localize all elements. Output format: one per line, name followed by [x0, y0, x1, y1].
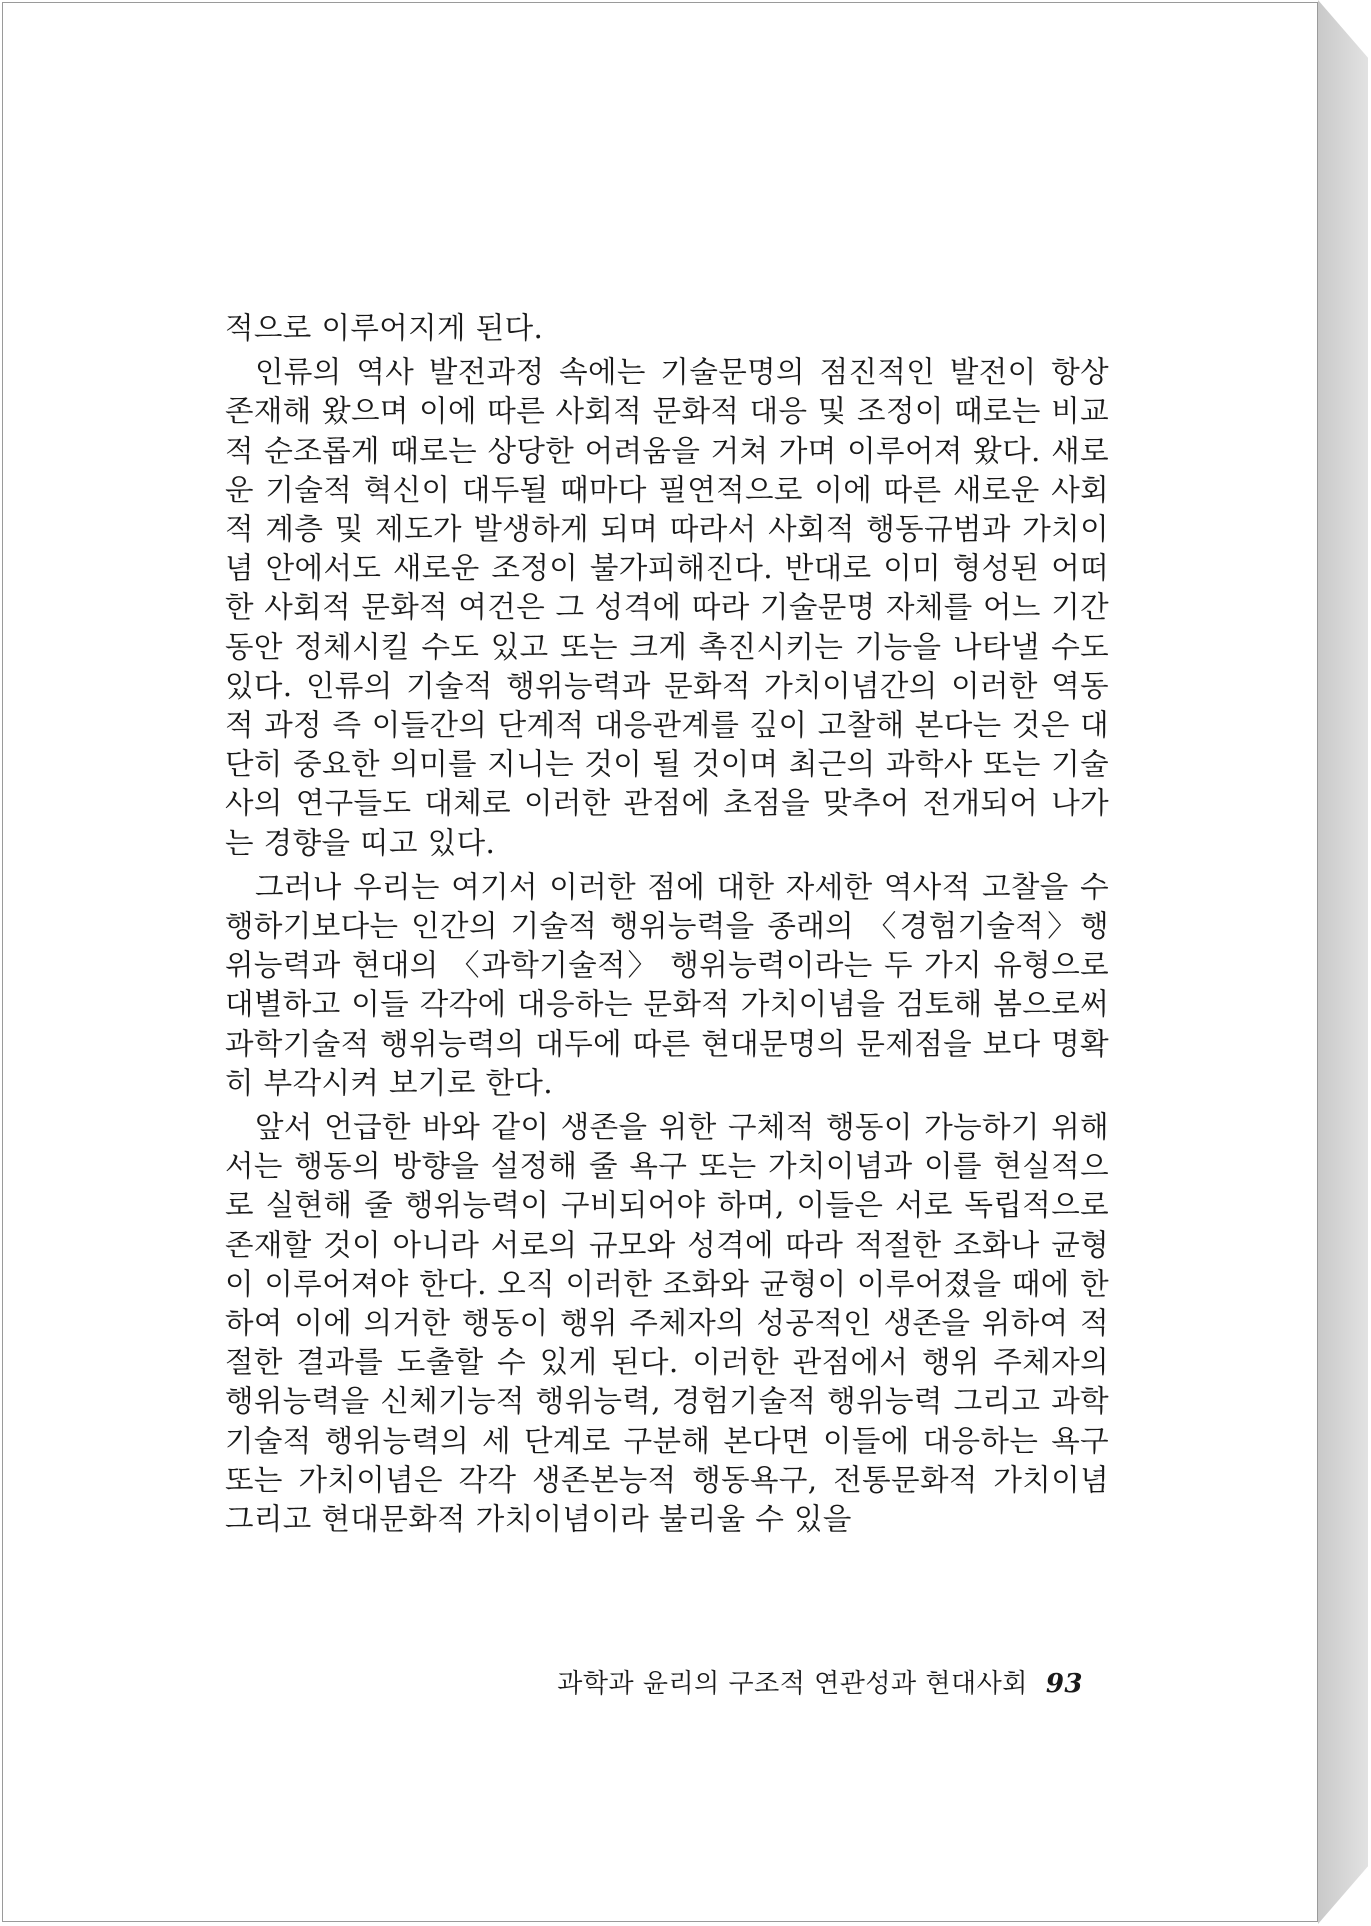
- running-footer: 과학과 윤리의 구조적 연관성과 현대사회: [557, 1669, 1028, 1699]
- page-footer: [523, 1663, 1083, 1700]
- paragraph-continued: 적으로 이루어지게 된다.: [225, 311, 544, 345]
- book-page: [2, 2, 1318, 1922]
- paragraph: 그러나 우리는 여기서 이러한 점에 대한 자세한 역사적 고찰을 수행하기보다는 인간의 기술적 행위능력을 종래의 〈경험기술적〉행위능력과 현대의 〈과학기술적〉 행위능력이라는 두 가지 유형으로 대별하고 이들 각각에 대응하는 문화적 가치이념을 검토해 봄으로써 과학기술적 행위능력의 대두에 따른 현대문명의 문제점을 보다 명확히 부각시켜 보기로 한다.: [225, 869, 1109, 1100]
- paragraph: 인류의 역사 발전과정 속에는 기술문명의 점진적인 발전이 항상 존재해 왔으며 이에 따른 사회적 문화적 대응 및 조정이 때로는 비교적 순조롭게 때로는 상당한 어려움을 거쳐 가며 이루어져 왔다. 새로운 기술적 혁신이 대두될 때마다 필연적으로 이에 따른 새로운 사회적 계층 및 제도가 발생하게 되며 따라서 사회적 행동규범과 가치이념 안에서도 새로운 조정이 불가피해진다. 반대로 이미 형성된 어떠한 사회적 문화적 여건은 그 성격에 따라 기술문명 자체를 어느 기간 동안 정체시킬 수도 있고 또는 크게 촉진시키는 기능을 나타낼 수도 있다. 인류의 기술적 행위능력과 문화적 가치이념간의 이러한 역동적 과정 즉 이들간의 단계적 대응관계를 깊이 고찰해 본다는 것은 대단히 중요한 의미를 지니는 것이 될 것이며 최근의 과학사 또는 기술사의 연구들도 대체로 이러한 관점에 초점을 맞추어 전개되어 나가는 경향을 띠고 있다.: [225, 355, 1109, 860]
- page-edge-shadow: [1318, 0, 1368, 1924]
- page-number: 93: [1045, 1669, 1083, 1699]
- paragraph: 앞서 언급한 바와 같이 생존을 위한 구체적 행동이 가능하기 위해서는 행동의 방향을 설정해 줄 욕구 또는 가치이념과 이를 현실적으로 실현해 줄 행위능력이 구비되어야 하며, 이들은 서로 독립적으로 존재할 것이 아니라 서로의 규모와 성격에 따라 적절한 조화나 균형이 이루어져야 한다. 오직 이러한 조화와 균형이 이루어졌을 때에 한하여 이에 의거한 행동이 행위 주체자의 성공적인 생존을 위하여 적절한 결과를 도출할 수 있게 된다. 이러한 관점에서 행위 주체자의 행위능력을 신체기능적 행위능력, 경험기술적 행위능력 그리고 과학기술적 행위능력의 세 단계로 구분해 본다면 이들에 대응하는 욕구 또는 가치이념은 각각 생존본능적 행동욕구, 전통문화적 가치이념 그리고 현대문화적 가치이념이라 불리울 수 있을: [225, 1110, 1109, 1537]
- body-text: [225, 309, 1109, 1539]
